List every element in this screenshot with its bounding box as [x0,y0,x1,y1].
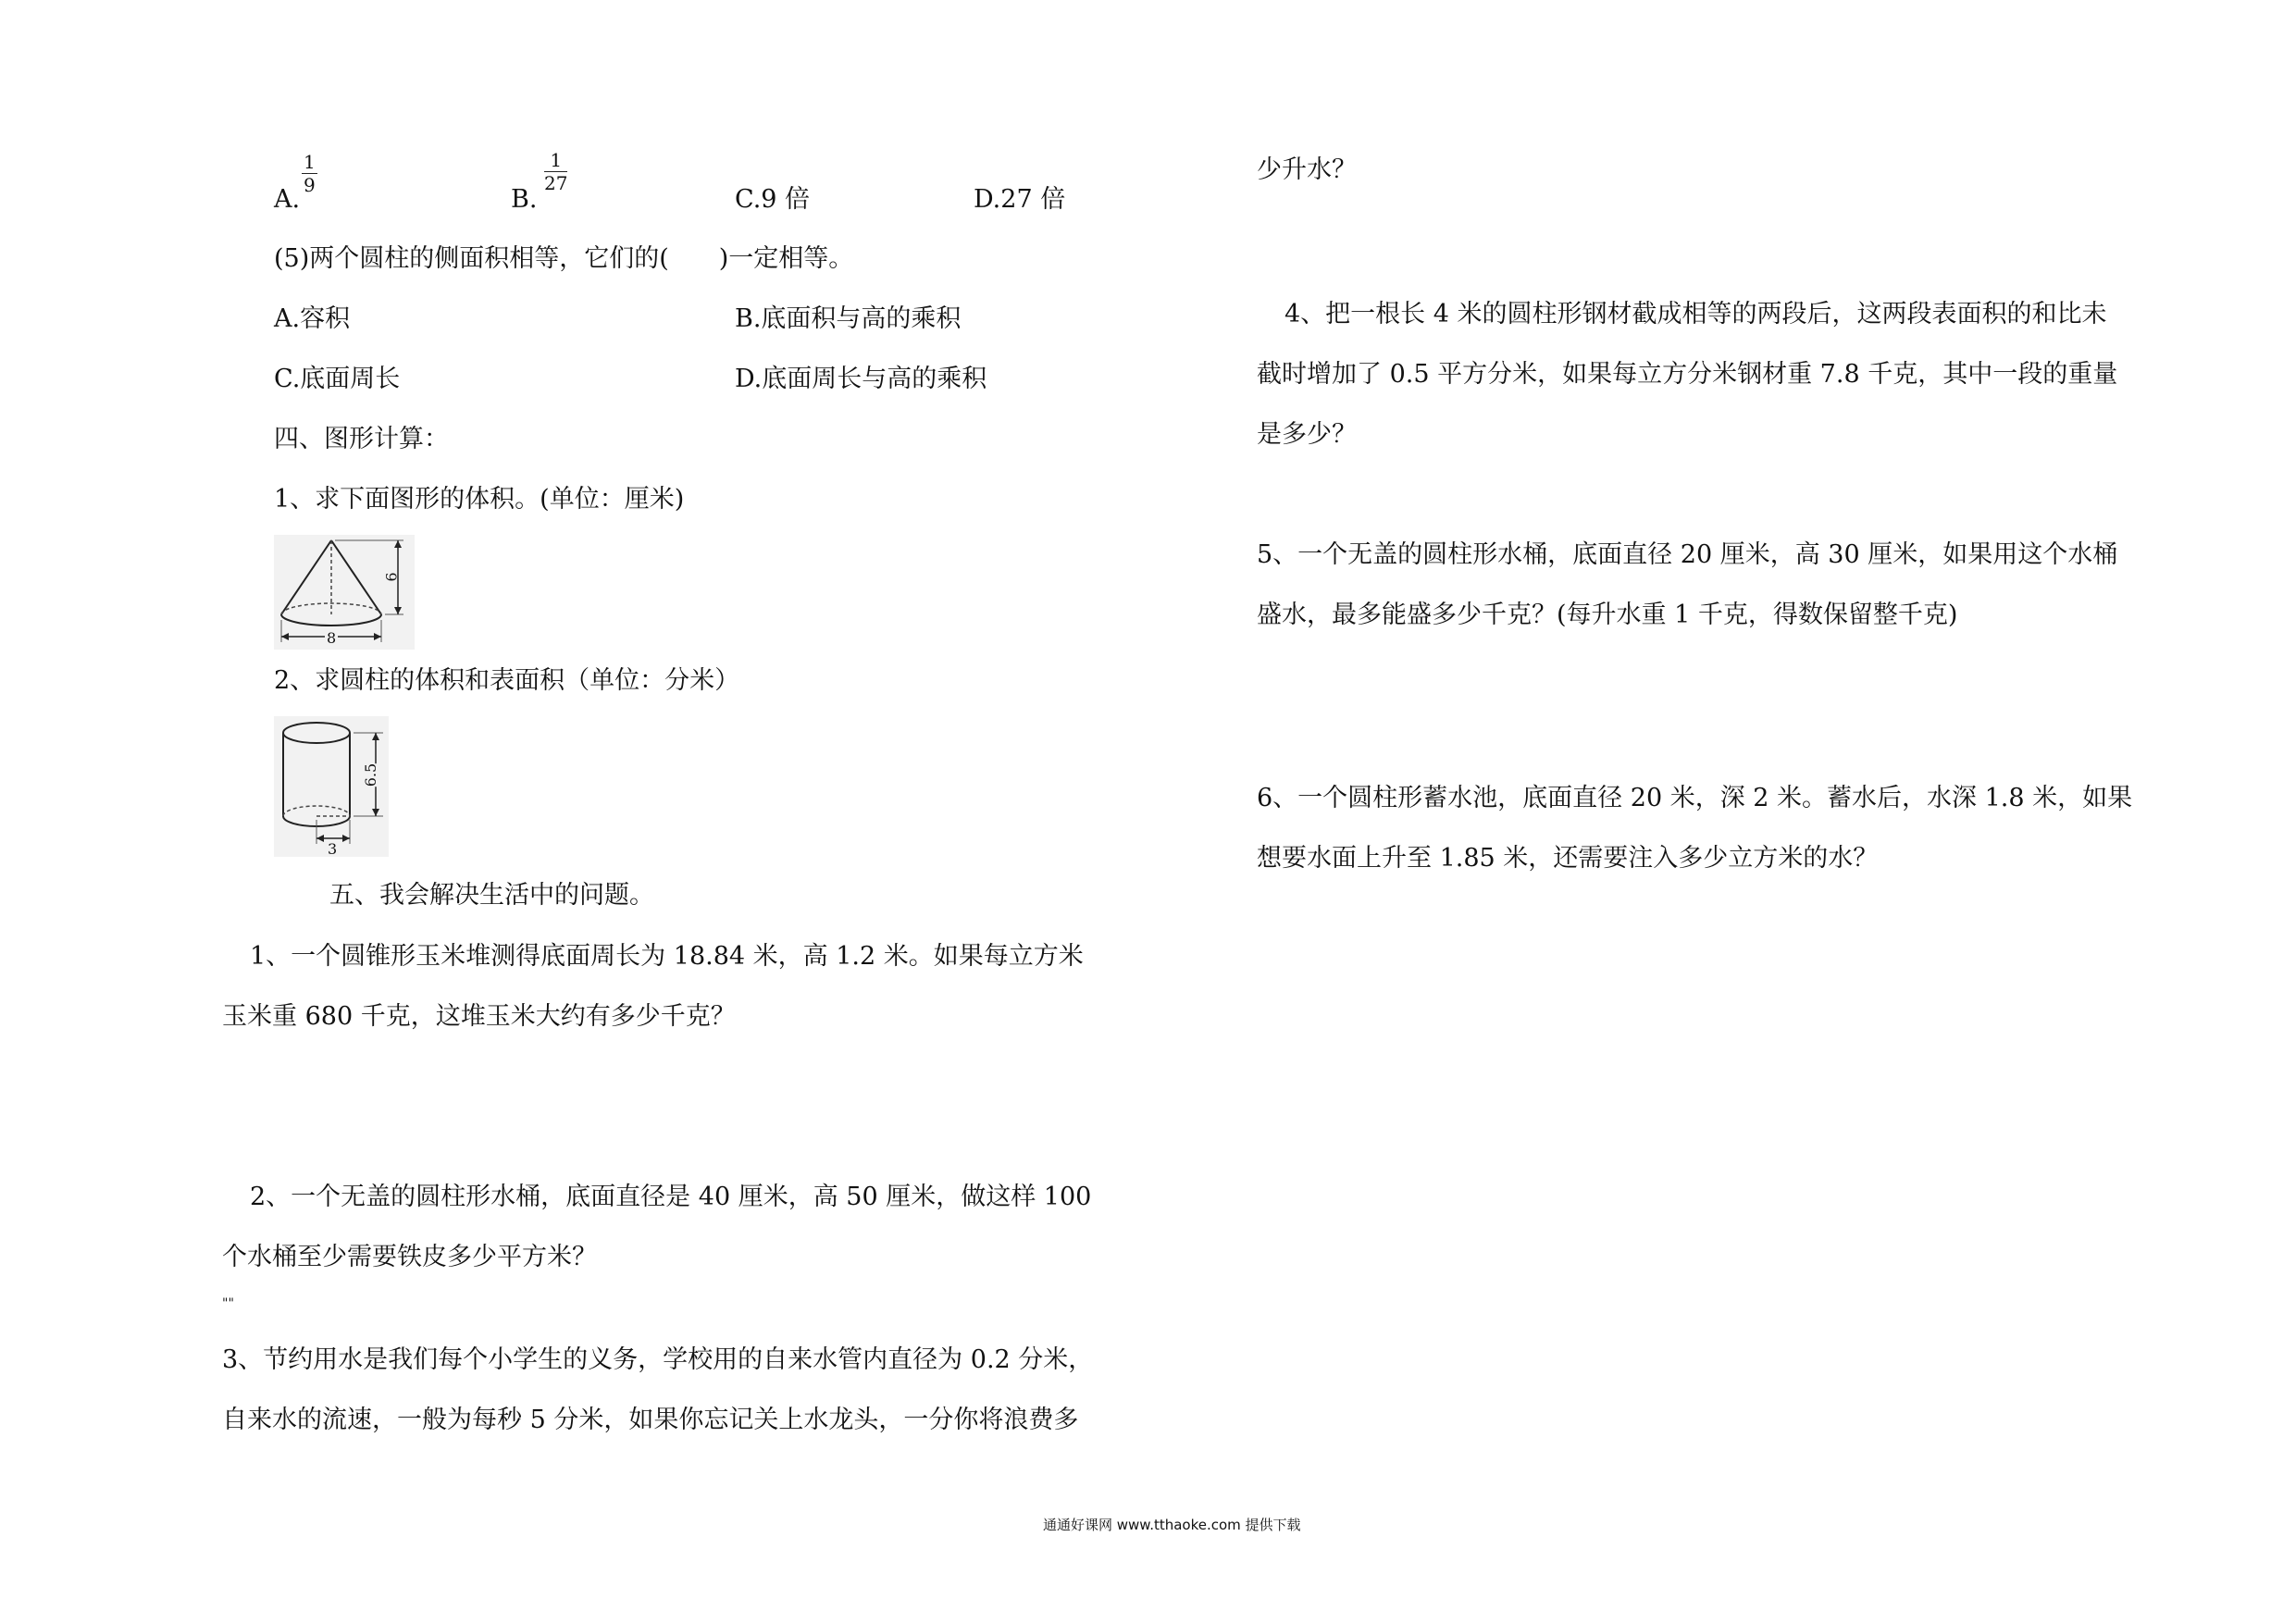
q5-option-c: C.底面周长 [274,365,401,393]
cone-height-label: 6 [382,572,401,582]
cone-base-label: 8 [327,629,337,647]
q5-option-d: D.底面周长与高的乘积 [735,365,987,393]
q5-option-a: A.容积 [274,304,351,333]
section-5-heading: 五、我会解决生活中的问题。 [329,881,654,910]
problem-5-5-line-2: 盛水，最多能盛多少千克？(每升水重 1 千克，得数保留整千克) [1257,601,1958,629]
problem-5-1-line-2: 玉米重 680 千克，这堆玉米大约有多少千克？ [222,1002,736,1031]
cone-figure [274,535,415,650]
cylinder-radius-label: 3 [328,840,338,858]
problem-5-3-line-3: 少升水？ [1257,155,1357,184]
question-5: (5)两个圆柱的侧面积相等，它们的( )一定相等。 [274,244,854,273]
fraction-denominator: 9 [304,174,316,196]
fraction-numerator: 1 [304,151,316,173]
cylinder-height-label: 6.5 [362,762,380,787]
problem-5-5-line-1: 5、一个无盖的圆柱形水桶，底面直径 20 厘米，高 30 厘米，如果用这个水桶 [1257,540,2118,569]
problem-4-1: 1、求下面图形的体积。(单位：厘米) [274,485,685,514]
option-a-label: A. [274,185,301,214]
option-b-fraction [544,150,567,193]
problem-5-3-line-1: 3、节约用水是我们每个小学生的义务，学校用的自来水管内直径为 0.2 分米， [222,1345,1094,1374]
problem-5-4-line-3: 是多少？ [1257,420,1357,449]
problem-5-4-line-2: 截时增加了 0.5 平方分米，如果每立方分米钢材重 7.8 千克，其中一段的重量 [1257,360,2118,389]
fraction-denominator: 27 [544,172,568,194]
q5-option-b: B.底面积与高的乘积 [735,304,962,333]
option-b-label: B. [511,185,538,214]
problem-5-1-line-1: 1、一个圆锥形玉米堆测得底面周长为 18.84 米，高 1.2 米。如果每立方米 [250,942,1084,971]
problem-5-6-line-1: 6、一个圆柱形蓄水池，底面直径 20 米，深 2 米。蓄水后，水深 1.8 米，如果 [1257,784,2133,812]
problem-5-6-line-2: 想要水面上升至 1.85 米，还需要注入多少立方米的水？ [1257,844,1879,873]
problem-5-4-line-1: 4、把一根长 4 米的圆柱形钢材截成相等的两段后，这两段表面积的和比未 [1285,300,2107,328]
cylinder-figure [274,716,389,857]
problem-5-2-line-1: 2、一个无盖的圆柱形水桶，底面直径是 40 厘米，高 50 厘米，做这样 100 [250,1183,1092,1211]
problem-4-2: 2、求圆柱的体积和表面积（单位：分米） [274,666,740,695]
option-d: D.27 倍 [974,185,1066,214]
option-a-fraction [302,152,317,195]
problem-5-3-line-2: 自来水的流速，一般为每秒 5 分米，如果你忘记关上水龙头，一分你将浪费多 [222,1406,1079,1434]
page-footer: 通通好课网 www.tthaoke.com 提供下载 [1043,1517,1301,1533]
option-c: C.9 倍 [735,185,811,214]
problem-5-2-line-2: 个水桶至少需要铁皮多少平方米？ [222,1243,597,1271]
section-4-heading: 四、图形计算： [274,425,449,453]
fraction-numerator: 1 [550,149,563,171]
stray-mark: "" [222,1296,234,1311]
